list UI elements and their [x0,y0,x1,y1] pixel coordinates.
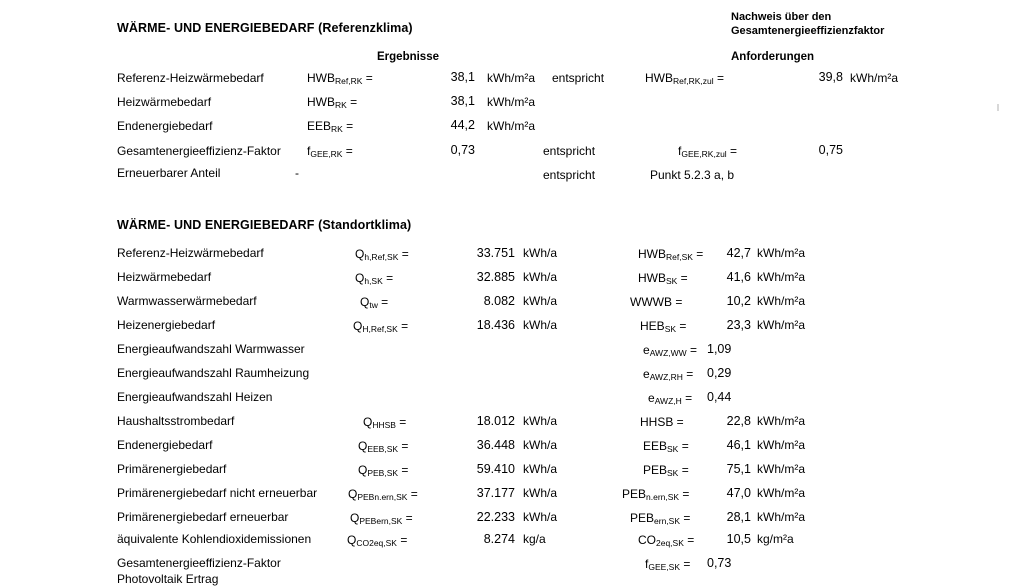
row-right-symbol [638,271,688,285]
req-symbol-eq: = [713,71,724,85]
row-right-symbol [622,487,689,501]
symbol-base: Q [358,463,368,477]
right-symbol-base: CO [638,533,656,547]
right-symbol-eq: = [671,295,683,309]
row-right-value: 41,6 [726,270,751,284]
section-title-standortklima: WÄRME- UND ENERGIEBEDARF (Standortklima) [117,218,412,232]
row-label: Erneuerbarer Anteil [117,166,221,180]
row-unit: kg/a [523,532,546,546]
row-right-unit: kWh/m²a [757,486,805,500]
row-label: Primärenergiebedarf nicht erneuerbar [117,486,318,500]
row-label: Energieaufwandszahl Heizen [117,390,273,404]
symbol-eq: = [398,439,409,453]
row-symbol [350,511,413,525]
row-right-unit: kWh/m²a [757,318,805,332]
row-note: entspricht [543,168,596,182]
symbol-eq: = [362,71,373,85]
row-value: 44,2 [450,118,475,132]
row-label: Referenz-Heizwärmebedarf [117,71,264,85]
row-right-value: 10,5 [726,532,751,546]
row-right-unit: kWh/m²a [757,246,805,260]
header-note-line1: Nachweis über den [731,11,832,23]
right-symbol-sub: SK [664,324,677,334]
header-note-line2: Gesamtenergieeffizienzfaktor [731,25,885,37]
row-unit: kWh/a [523,438,558,452]
right-symbol-eq: = [679,487,690,501]
row-unit: kWh/a [523,414,558,428]
row-value: 59.410 [476,462,515,476]
symbol-sub: tw [369,300,378,310]
right-symbol-eq: = [692,247,704,261]
req-symbol-sub: GEE,RK,zul [681,149,727,159]
symbol-eq: = [377,295,389,309]
row-label: Heizenergiebedarf [117,318,216,332]
right-symbol-base: e [643,367,650,381]
right-symbol-sub: ern,SK [654,516,681,526]
symbol-sub: EEB,SK [367,444,399,454]
row-value: 37.177 [476,486,515,500]
right-symbol-eq: = [676,319,687,333]
row-unit: kWh/m²a [487,71,535,85]
symbol-eq: = [396,533,408,547]
row-symbol [363,415,406,429]
row-unit: kWh/m²a [487,95,535,109]
symbol-sub: PEBern,SK [359,516,403,526]
right-symbol-sub: 2eq,SK [656,538,684,548]
symbol-eq: = [346,95,358,109]
row-label: Energieaufwandszahl Warmwasser [117,342,305,356]
symbol-sub: GEE,RK [310,149,343,159]
symbol-base: Q [348,487,358,501]
row-right-unit: kg/m²a [757,532,794,546]
row-value: 38,1 [450,94,475,108]
section-title-referenzklima: WÄRME- UND ENERGIEBEDARF (Referenzklima) [117,21,413,35]
row-right-symbol [645,557,690,571]
symbol-base: Q [347,533,357,547]
row-right-symbol [643,439,689,453]
row-symbol: - [295,166,299,180]
column-header-anforderungen: Anforderungen [731,51,815,63]
row-right-value: 0,29 [707,366,732,380]
row-value: 18.012 [476,414,515,428]
row-req-value: 39,8 [818,70,843,84]
row-right-unit: kWh/m²a [757,294,805,308]
symbol-sub: PEBn.ern,SK [357,492,408,502]
row-right-value: 10,2 [726,294,751,308]
row-symbol [355,271,393,285]
row-label: Haushaltsstrombedarf [117,414,235,428]
row-right-symbol [630,511,690,525]
row-value: 0,73 [450,143,475,157]
row-right-unit: kWh/m²a [757,462,805,476]
right-symbol-base: HHSB [640,415,674,429]
row-symbol [353,319,408,333]
symbol-base: EEB [307,119,332,133]
symbol-base: Q [353,319,363,333]
right-symbol-sub: SK [667,468,679,478]
row-label: Heizwärmebedarf [117,95,212,109]
right-symbol-sub: AWZ,H [654,396,682,406]
symbol-sub: Ref,RK [335,76,363,86]
right-symbol-sub: SK [666,276,678,286]
row-symbol [307,119,353,133]
row-right-unit: kWh/m²a [757,510,805,524]
row-symbol [360,295,388,309]
right-symbol-base: HWB [638,271,666,285]
row-unit: kWh/a [523,246,558,260]
symbol-sub: RK [335,100,347,110]
row-symbol [348,487,418,501]
row-unit: kWh/a [523,486,558,500]
right-symbol-eq: = [681,391,693,405]
row-right-symbol [643,463,689,477]
symbol-eq: = [402,511,413,525]
row-unit: kWh/m²a [487,119,535,133]
symbol-eq: = [407,487,418,501]
row-note: entspricht [543,144,596,158]
right-symbol-base: HEB [640,319,665,333]
row-note: entspricht [552,71,605,85]
symbol-eq: = [395,415,407,429]
row-value: 38,1 [450,70,475,84]
row-symbol [358,439,408,453]
req-symbol-eq: = [726,144,738,158]
row-symbol [307,144,353,158]
row-label: Gesamtenergieeffizienz-Faktor [117,556,281,570]
row-right-value: 1,09 [707,342,732,356]
row-symbol [347,533,407,547]
right-symbol-sub: SK [667,444,679,454]
right-symbol-eq: = [683,533,695,547]
symbol-base: Q [355,271,365,285]
right-symbol-eq: = [682,367,694,381]
symbol-sub: h,SK [364,276,383,286]
row-right-symbol [640,415,684,429]
right-symbol-eq: = [680,557,691,571]
right-symbol-sub: Ref,SK [666,252,693,262]
right-symbol-base: PEB [630,511,655,525]
symbol-base: f [307,144,311,158]
row-value: 8.274 [483,532,515,546]
row-right-value: 22,8 [726,414,751,428]
row-unit: kWh/a [523,270,558,284]
row-value: 33.751 [476,246,515,260]
right-symbol-eq: = [673,415,684,429]
right-symbol-eq: = [686,343,698,357]
symbol-base: Q [363,415,373,429]
row-right-value: 75,1 [726,462,751,476]
row-label-partial: Photovoltaik Ertrag [117,572,219,586]
row-right-unit: kWh/m²a [757,438,805,452]
right-symbol-base: e [648,391,655,405]
row-right-symbol [648,391,692,405]
row-right-symbol [638,533,694,547]
row-label: Heizwärmebedarf [117,270,212,284]
right-symbol-eq: = [678,463,689,477]
row-label: Warmwasserwärmebedarf [117,294,257,308]
right-symbol-base: EEB [643,439,668,453]
header-note [731,10,884,38]
right-symbol-sub: AWZ,WW [649,348,687,358]
req-symbol-sub: Ref,RK,zul [673,76,714,86]
row-req-text: Punkt 5.2.3 a, b [650,168,735,182]
row-right-symbol [643,343,697,357]
row-right-unit: kWh/m²a [757,414,805,428]
row-right-value: 47,0 [726,486,751,500]
right-symbol-sub: GEE,SK [648,562,680,572]
right-symbol-eq: = [680,511,691,525]
symbol-sub: H,Ref,SK [362,324,398,334]
row-label: Endenergiebedarf [117,119,213,133]
req-symbol-base: HWB [645,71,673,85]
row-unit: kWh/a [523,294,558,308]
symbol-eq: = [398,463,409,477]
right-symbol-sub: n.ern,SK [646,492,680,502]
row-label: Energieaufwandszahl Raumheizung [117,366,310,380]
row-symbol [358,463,408,477]
scan-artifact [997,104,999,111]
row-right-unit: kWh/m²a [757,270,805,284]
row-right-value: 23,3 [726,318,751,332]
row-label: Primärenergiebedarf erneuerbar [117,510,289,524]
symbol-eq: = [382,271,394,285]
right-symbol-base: WWWB [630,295,672,309]
row-right-symbol [630,295,682,309]
req-symbol-base: f [678,144,682,158]
symbol-base: Q [350,511,360,525]
row-value: 8.082 [483,294,515,308]
row-value: 22.233 [476,510,515,524]
row-right-value: 46,1 [726,438,751,452]
row-label: Referenz-Heizwärmebedarf [117,246,264,260]
row-label: äquivalente Kohlendioxidemissionen [117,532,312,546]
row-right-symbol [643,367,693,381]
column-header-ergebnisse: Ergebnisse [377,51,439,63]
symbol-sub: PEB,SK [367,468,399,478]
symbol-base: Q [360,295,370,309]
right-symbol-eq: = [678,439,689,453]
row-label: Primärenergiebedarf [117,462,227,476]
row-req-value: 0,75 [818,143,843,157]
row-req-unit: kWh/m²a [850,71,898,85]
symbol-sub: HHSB [372,420,396,430]
symbol-eq: = [342,144,353,158]
right-symbol-base: PEB [643,463,668,477]
row-right-symbol [638,247,703,261]
right-symbol-base: PEB [622,487,647,501]
row-value: 32.885 [476,270,515,284]
row-label: Endenergiebedarf [117,438,213,452]
symbol-sub: CO2eq,SK [356,538,397,548]
symbol-sub: h,Ref,SK [364,252,399,262]
row-req-symbol [678,144,737,158]
right-symbol-base: HWB [638,247,666,261]
row-right-value: 0,73 [707,556,732,570]
row-req-symbol [645,71,724,85]
row-right-value: 42,7 [726,246,751,260]
row-unit: kWh/a [523,462,558,476]
symbol-base: Q [358,439,368,453]
symbol-base: HWB [307,71,335,85]
right-symbol-eq: = [677,271,688,285]
right-symbol-base: f [645,557,649,571]
symbol-eq: = [398,247,409,261]
row-value: 18.436 [476,318,515,332]
row-value: 36.448 [476,438,515,452]
symbol-base: Q [355,247,365,261]
row-unit: kWh/a [523,510,558,524]
row-unit: kWh/a [523,318,558,332]
right-symbol-base: e [643,343,650,357]
row-symbol [307,71,373,85]
row-right-symbol [640,319,686,333]
symbol-eq: = [342,119,354,133]
row-right-value: 28,1 [726,510,751,524]
symbol-sub: RK [331,124,343,134]
symbol-base: HWB [307,95,335,109]
symbol-eq: = [397,319,409,333]
row-right-value: 0,44 [707,390,732,404]
right-symbol-sub: AWZ,RH [649,372,683,382]
row-symbol [355,247,409,261]
row-symbol [307,95,357,109]
row-label: Gesamtenergieeffizienz-Faktor [117,144,281,158]
